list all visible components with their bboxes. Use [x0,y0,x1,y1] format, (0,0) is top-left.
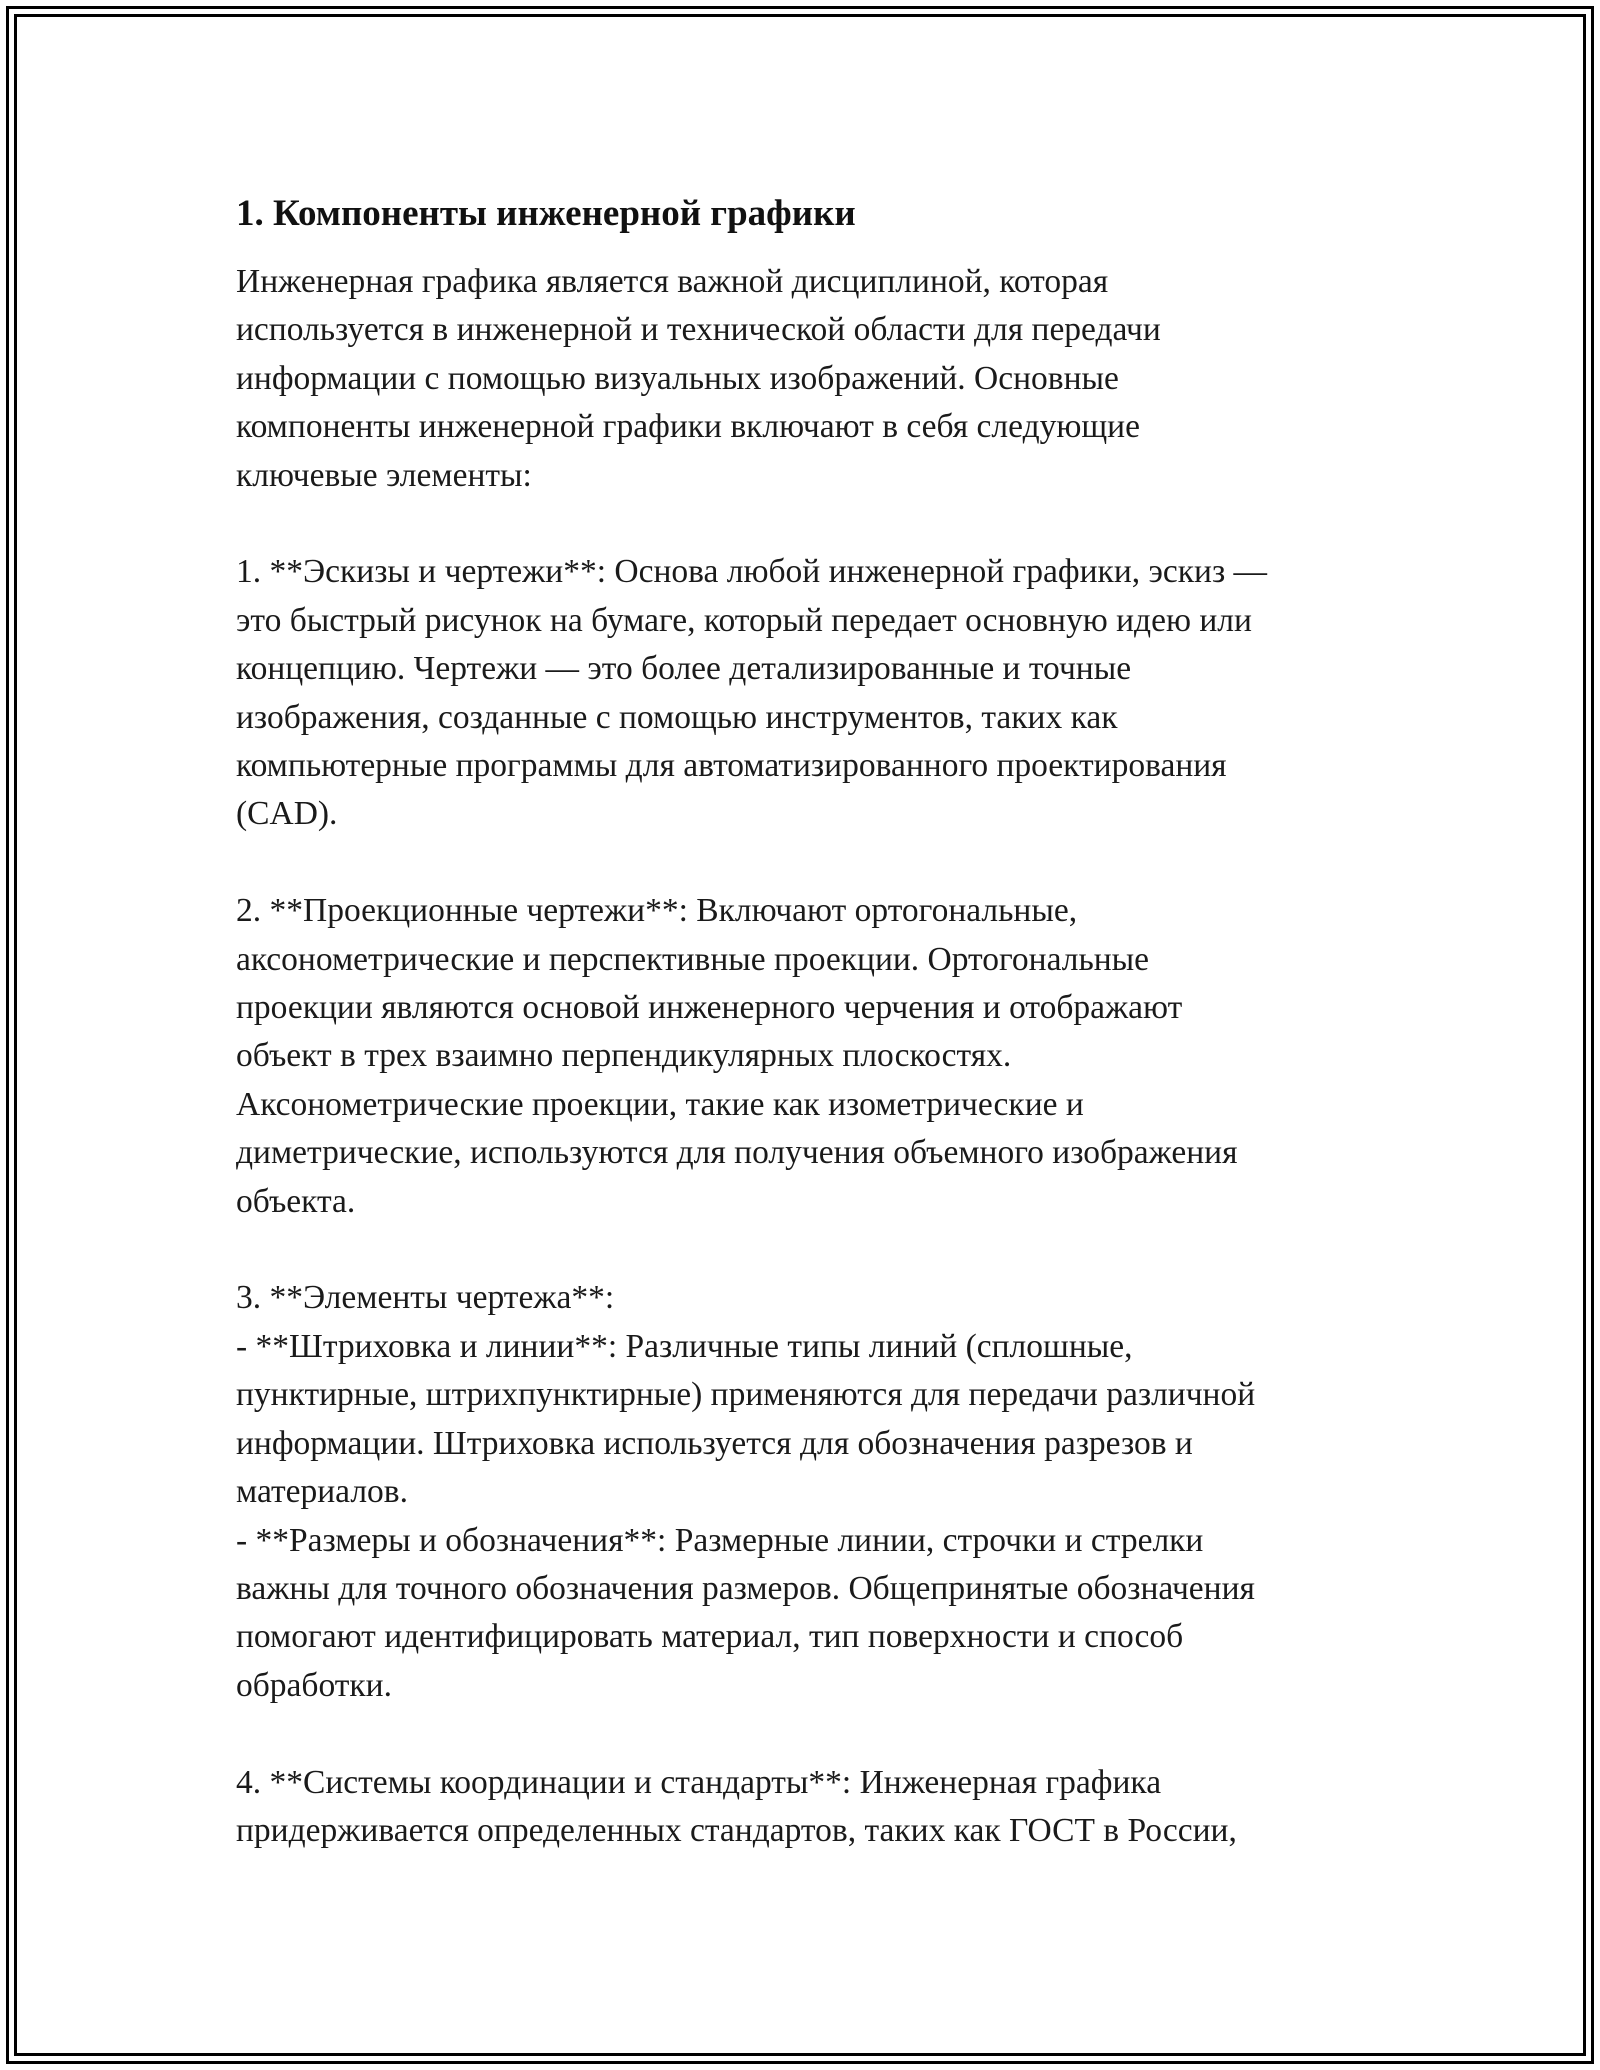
list-item-drawing-elements: 3. **Элементы чертежа**: - **Штриховка и линии**: Различные типы линий (сплошные, пунктирные, штрихпунктирные) применяются для передачи различной информации. Штриховка используется для обозначения разрезов и материалов. - **Размеры и обозначения**: Размерные линии, строчки и стрелки важны для точного обозначения размеров. Общепринятые обозначения помогают идентифицировать материал, тип поверхности и способ обработки. [236,1279,1256,1704]
document-body [236,186,1376,1855]
list-item-standards: 4. **Системы координации и стандарты**: Инженерная графика придерживается определенных стандартов, таких как ГОСТ в России, [236,1763,1237,1849]
intro-paragraph: Инженерная графика является важной дисциплиной, которая используется в инженерной и технической области для передачи информации с помощью визуальных изображений. Основные компоненты инженерной графики включают в себя следующие ключевые элементы: [236,263,1161,494]
paragraph-gap [236,839,1376,887]
list-item-projections: 2. **Проекционные чертежи**: Включают ортогональные, аксонометрические и перспективные проекции. Ортогональные проекции являются основой инженерного черчения и отображают объект в трех взаимно перпендикулярных плоскостях. Аксонометрические проекции, такие как изометрические и диметрические, используются для получения объемного изображения объекта. [236,892,1238,1220]
paragraph-gap [236,1710,1376,1758]
paragraph-gap [236,500,1376,548]
paragraph-gap [236,1226,1376,1274]
section-heading: 1. Компоненты инженерной графики [236,193,856,234]
list-item-sketches: 1. **Эскизы и чертежи**: Основа любой инженерной графики, эскиз — это быстрый рисунок на бумаге, который передает основную идею или концепцию. Чертежи — это более детализированные и точные изображения, созданные с помощью инструментов, таких как компьютерные программы для автоматизированного проектирования (CAD). [236,553,1268,833]
